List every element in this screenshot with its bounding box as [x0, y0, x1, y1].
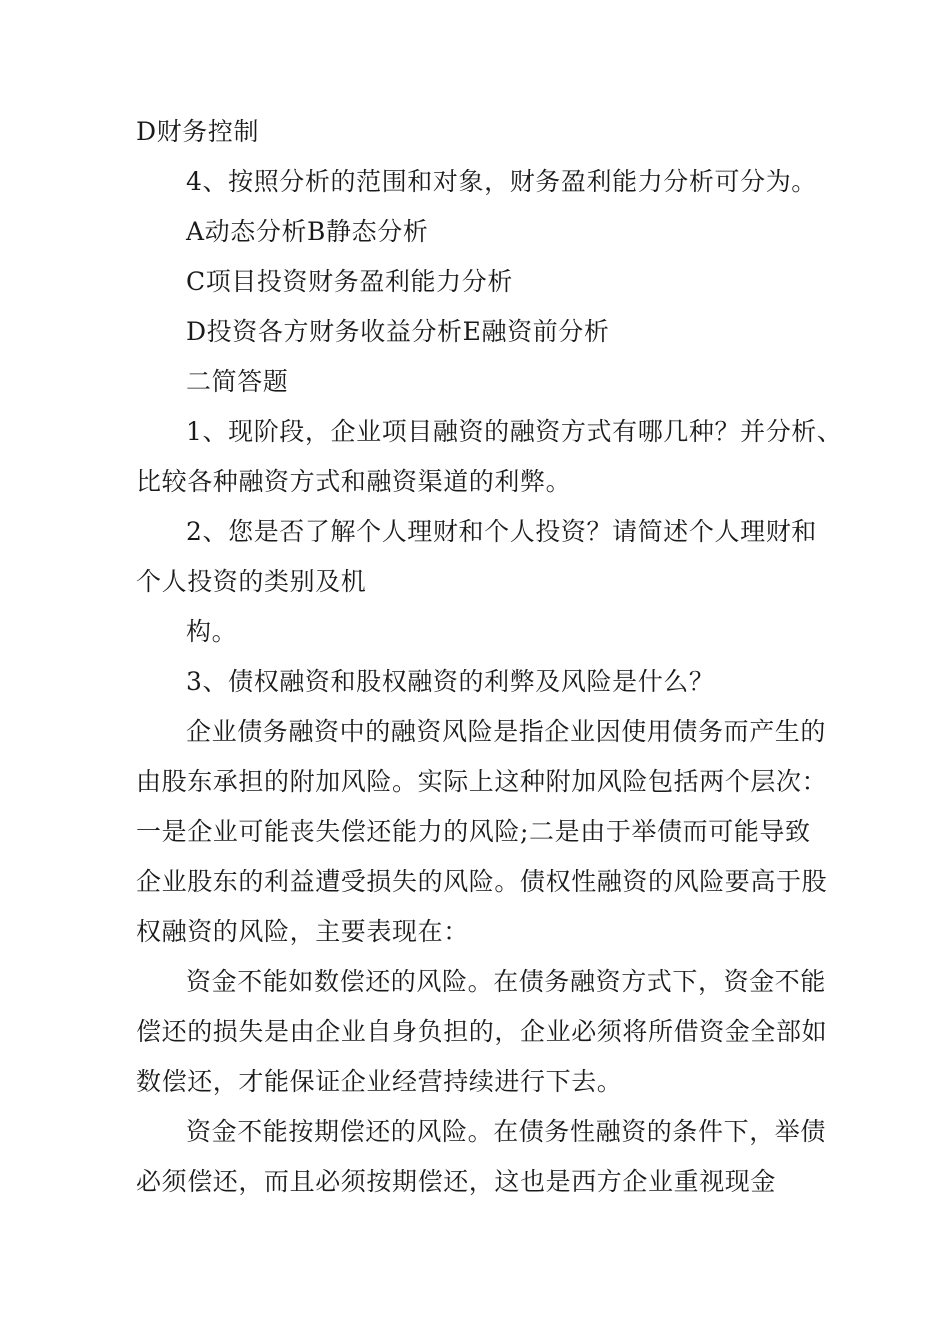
question-1: 1、现阶段，企业项目融资的融资方式有哪几种？并分析、 — [186, 417, 843, 446]
text-line: 比较各种融资方式和融资渠道的利弊。 — [136, 467, 572, 496]
paragraph-line: 资金不能如数偿还的风险。在债务融资方式下，资金不能 — [186, 967, 827, 996]
question-3: 3、债权融资和股权融资的利弊及风险是什么？ — [186, 667, 715, 696]
paragraph-line: 一是企业可能丧失偿还能力的风险;二是由于举债而可能导致 — [136, 817, 811, 846]
text-line: 个人投资的类别及机 — [136, 567, 367, 596]
question-2: 2、您是否了解个人理财和个人投资？请简述个人理财和 — [186, 517, 817, 546]
paragraph-line: 企业债务融资中的融资风险是指企业因使用债务而产生的 — [186, 717, 827, 746]
paragraph-line: 权融资的风险，主要表现在： — [136, 917, 469, 946]
option-line: D投资各方财务收益分析E融资前分析 — [186, 317, 610, 346]
paragraph-line: 必须偿还，而且必须按期偿还，这也是西方企业重视现金 — [136, 1167, 777, 1196]
text-line: 构。 — [186, 617, 238, 646]
paragraph-line: 资金不能按期偿还的风险。在债务性融资的条件下，举债 — [186, 1117, 827, 1146]
question-4: 4、按照分析的范围和对象，财务盈利能力分析可分为。 — [186, 167, 817, 196]
paragraph-line: 企业股东的利益遭受损失的风险。债权性融资的风险要高于股 — [136, 867, 828, 896]
text-line: D财务控制 — [136, 117, 260, 146]
paragraph-line: 由股东承担的附加风险。实际上这种附加风险包括两个层次： — [136, 767, 828, 796]
section-heading: 二简答题 — [186, 367, 289, 396]
paragraph-line: 偿还的损失是由企业自身负担的，企业必须将所借资金全部如 — [136, 1017, 828, 1046]
paragraph-line: 数偿还，才能保证企业经营持续进行下去。 — [136, 1067, 623, 1096]
option-line: A动态分析B静态分析 — [186, 217, 429, 246]
option-line: C项目投资财务盈利能力分析 — [186, 267, 513, 296]
